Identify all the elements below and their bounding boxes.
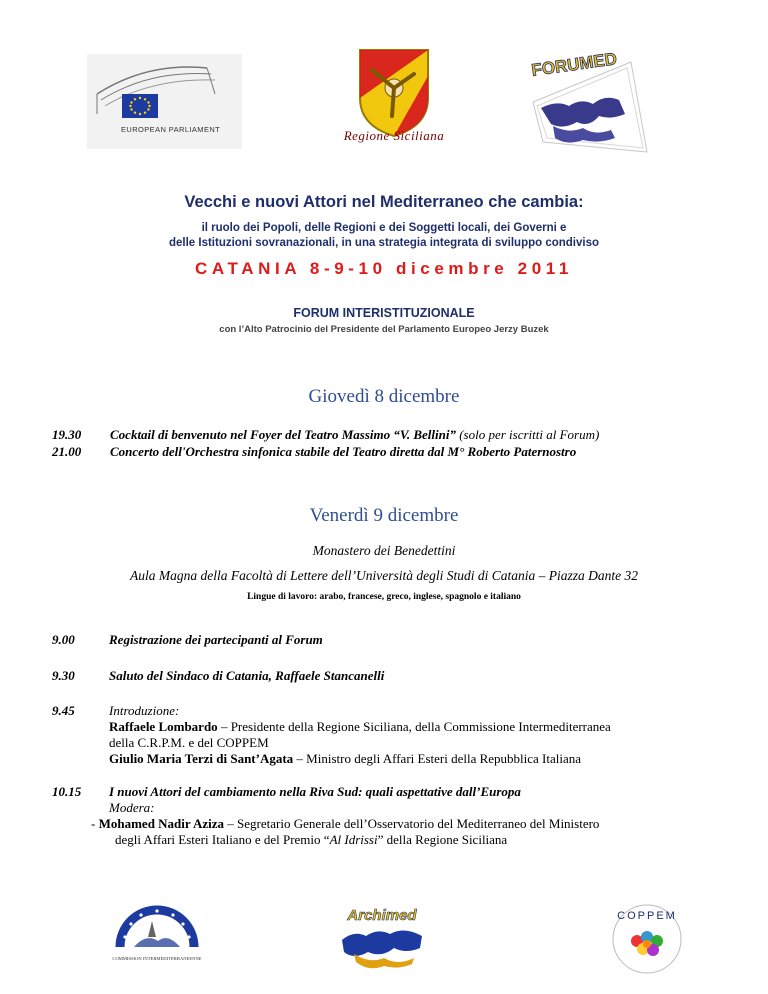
programme-item-session <box>52 784 762 854</box>
cim-label: COMMISSION INTERMEDITERRANEENNE <box>112 956 202 961</box>
subtitle-line-1: il ruolo dei Popoli, delle Regioni e dei Soggetti locali, dei Governi e <box>201 222 567 234</box>
coppem-logo <box>607 897 687 977</box>
coppem-wordmark: COPPEM <box>617 910 677 922</box>
day-2-heading: Venerdì 9 dicembre <box>309 505 459 526</box>
coppem-emblem-icon <box>607 897 687 977</box>
forumed-wordmark: FORUMED <box>530 49 619 80</box>
venue-name: Monastero dei Benedettini <box>312 543 456 558</box>
speaker-name: Giulio Maria Terzi di Sant’Agata <box>109 751 294 766</box>
item-text: Saluto del Sindaco di Catania, Raffaele Stancanelli <box>109 668 385 683</box>
award-name: Al Idrissi <box>329 832 378 847</box>
speaker-role: – Presidente della Regione Siciliana, della Commissione Intermediterranea <box>217 719 611 734</box>
speaker-lombardo <box>109 719 729 735</box>
speaker-lombardo-role-cont: della C.R.P.M. e del COPPEM <box>109 735 269 750</box>
role-text: degli Affari Esteri Italiano e del Premio “ <box>115 832 330 847</box>
item-text: Registrazione dei partecipanti al Forum <box>109 632 323 647</box>
programme-item-registration <box>52 632 752 650</box>
role-text-end: ” della Regione Siciliana <box>377 832 508 847</box>
session-title: I nuovi Attori del cambiamento nella Riva Sud: quali aspettative dall’Europa <box>109 784 521 799</box>
commission-intermediterraneenne-logo <box>112 897 202 969</box>
item-time: 9.45 <box>52 703 75 718</box>
moderator-label: Modera: <box>109 800 155 815</box>
day-1-heading: Giovedì 8 dicembre <box>308 386 460 407</box>
regione-siciliana-caption: Regione Siciliana <box>343 128 445 143</box>
working-languages: Lingue di lavoro: arabo, francese, greco, inglese, spagnolo e italiano <box>247 592 521 602</box>
day-1-item-2 <box>52 444 576 460</box>
subtitle-line-2: delle Istituzioni sovranazionali, in una strategia integrata di sviluppo condiviso <box>168 237 600 249</box>
archimed-logo <box>334 902 430 972</box>
trinacria-shield-icon <box>356 46 432 138</box>
day-1-item-1 <box>52 427 599 443</box>
forum-subtitle <box>0 221 768 251</box>
item-text: Cocktail di benvenuto nel Foyer del Teatro Massimo “V. Bellini” <box>110 427 456 442</box>
european-parliament-logo <box>87 54 242 149</box>
cim-emblem-icon <box>112 897 202 969</box>
item-time: 10.15 <box>52 784 82 799</box>
programme-item-greeting <box>52 668 752 686</box>
regione-siciliana-crest <box>356 46 432 138</box>
moderator-role-cont <box>115 832 749 848</box>
forumed-emblem-icon <box>523 42 653 158</box>
forumed-logo <box>523 42 653 158</box>
moderator-role: – Segretario Generale dell’Osservatorio del Mediterraneo del Ministero <box>224 816 600 831</box>
speaker-terzi <box>109 751 729 767</box>
item-time: 21.00 <box>52 444 82 459</box>
item-text: Concerto dell'Orchestra sinfonica stabile del Teatro diretta dal M° Roberto Paternostro <box>110 444 577 459</box>
item-time: 19.30 <box>52 427 82 442</box>
item-note: (solo per iscritti al Forum) <box>455 427 600 442</box>
forum-type: FORUM INTERISTITUZIONALE <box>293 306 475 320</box>
speaker-role: – Ministro degli Affari Esteri della Repubblica Italiana <box>293 751 582 766</box>
event-dates: CATANIA 8-9-10 dicembre 2011 <box>195 259 573 278</box>
item-time: 9.00 <box>52 632 75 647</box>
introduction-label: Introduzione: <box>109 703 180 718</box>
patronage-note: con l’Alto Patrocinio del Presidente del Parlamento Europeo Jerzy Buzek <box>219 324 549 335</box>
archimed-wordmark: Archimed <box>347 907 417 924</box>
venue-address: Aula Magna della Facoltà di Lettere dell’Università degli Studi di Catania – Piazza Dante 32 <box>130 568 638 583</box>
programme-item-introduction <box>52 703 752 773</box>
forum-title: Vecchi e nuovi Attori nel Mediterraneo che cambia: <box>184 193 584 211</box>
bullet-dash: - <box>91 816 99 831</box>
archimed-emblem-icon <box>334 902 430 972</box>
moderator-name: Mohamed Nadir Aziza <box>98 816 225 831</box>
european-parliament-label: EUROPEAN PARLIAMENT <box>121 125 221 134</box>
moderator-aziza <box>91 816 749 832</box>
item-time: 9.30 <box>52 668 75 683</box>
european-parliament-emblem-icon <box>87 54 242 149</box>
speaker-name: Raffaele Lombardo <box>109 719 218 734</box>
